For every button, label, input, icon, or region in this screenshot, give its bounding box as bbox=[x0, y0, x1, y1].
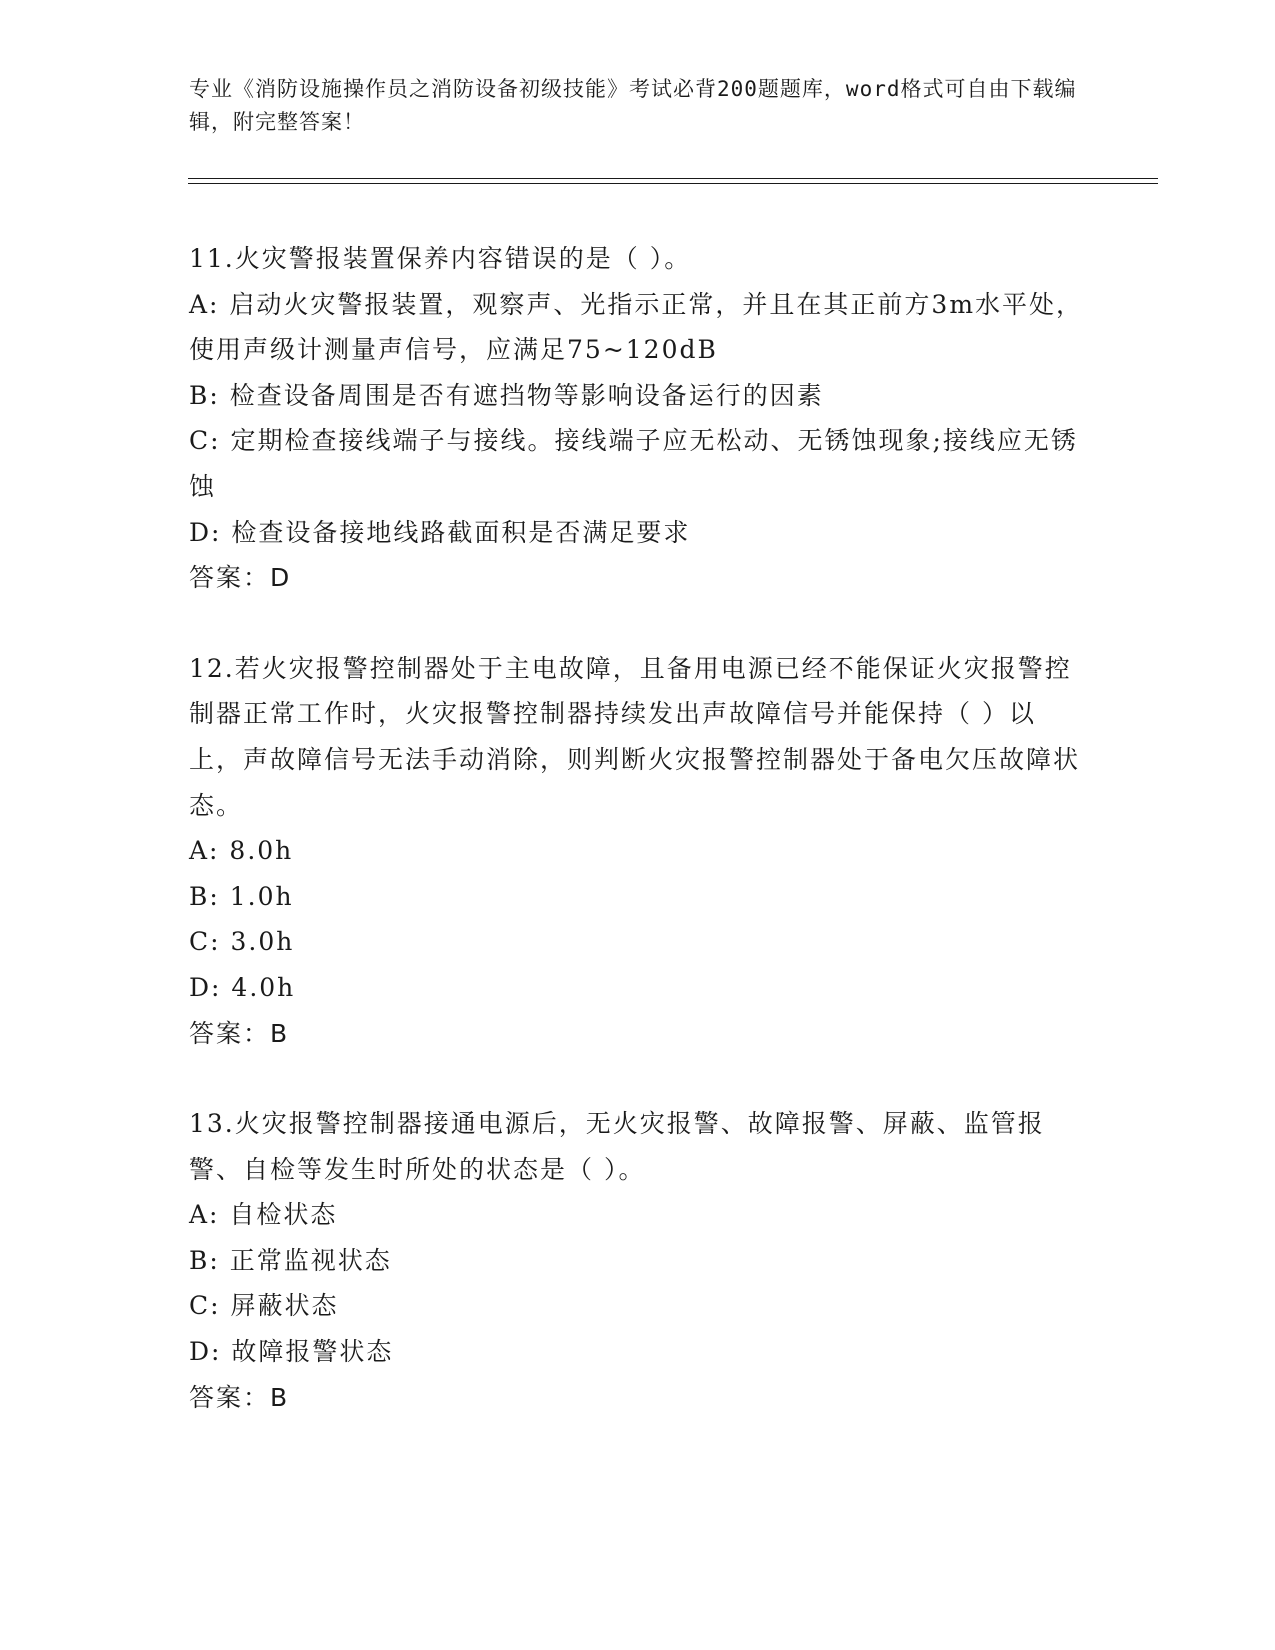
option-b: B: 1.0h bbox=[189, 881, 294, 911]
question-11 bbox=[189, 236, 1089, 601]
question-13 bbox=[189, 1101, 1089, 1420]
option-b: B: 正常监视状态 bbox=[189, 1245, 392, 1275]
answer-label: 答案：D bbox=[189, 563, 292, 593]
option-a: A: 启动火灾警报装置，观察声、光指示正常，并且在其正前方3m水平处，使用声级计测量声信号，应满足75~120dB bbox=[189, 289, 1084, 365]
header-divider-bottom bbox=[188, 183, 1158, 184]
question-12 bbox=[189, 646, 1089, 1056]
option-d: D: 检查设备接地线路截面积是否满足要求 bbox=[189, 517, 691, 547]
question-list bbox=[189, 236, 1089, 1465]
question-stem: 12.若火灾报警控制器处于主电故障，且备用电源已经不能保证火灾报警控制器正常工作时，火灾报警控制器持续发出声故障信号并能保持（ ）以上，声故障信号无法手动消除，则判断火灾报警控制器处于备电欠压故障状态。 bbox=[189, 653, 1081, 820]
option-c: C: 3.0h bbox=[189, 927, 295, 957]
question-stem: 11.火灾警报装置保养内容错误的是（ ）。 bbox=[189, 244, 692, 273]
document-header: 专业《消防设施操作员之消防设备初级技能》考试必背200题题库，word格式可自由下载编辑，附完整答案！ bbox=[189, 77, 1077, 134]
option-a: A: 自检状态 bbox=[189, 1200, 338, 1230]
header-divider-top bbox=[188, 178, 1158, 179]
option-b: B: 检查设备周围是否有遮挡物等影响设备运行的因素 bbox=[189, 380, 824, 410]
option-c: C: 定期检查接线端子与接线。接线端子应无松动、无锈蚀现象;接线应无锈蚀 bbox=[189, 426, 1078, 501]
option-d: D: 故障报警状态 bbox=[189, 1337, 394, 1367]
option-c: C: 屏蔽状态 bbox=[189, 1291, 339, 1321]
answer-label: 答案：B bbox=[189, 1018, 290, 1048]
option-a: A: 8.0h bbox=[189, 836, 294, 866]
question-stem: 13.火灾报警控制器接通电源后，无火灾报警、故障报警、屏蔽、监管报警、自检等发生时所处的状态是（ ）。 bbox=[189, 1109, 1045, 1184]
answer-label: 答案：B bbox=[189, 1382, 290, 1412]
option-d: D: 4.0h bbox=[189, 972, 296, 1002]
